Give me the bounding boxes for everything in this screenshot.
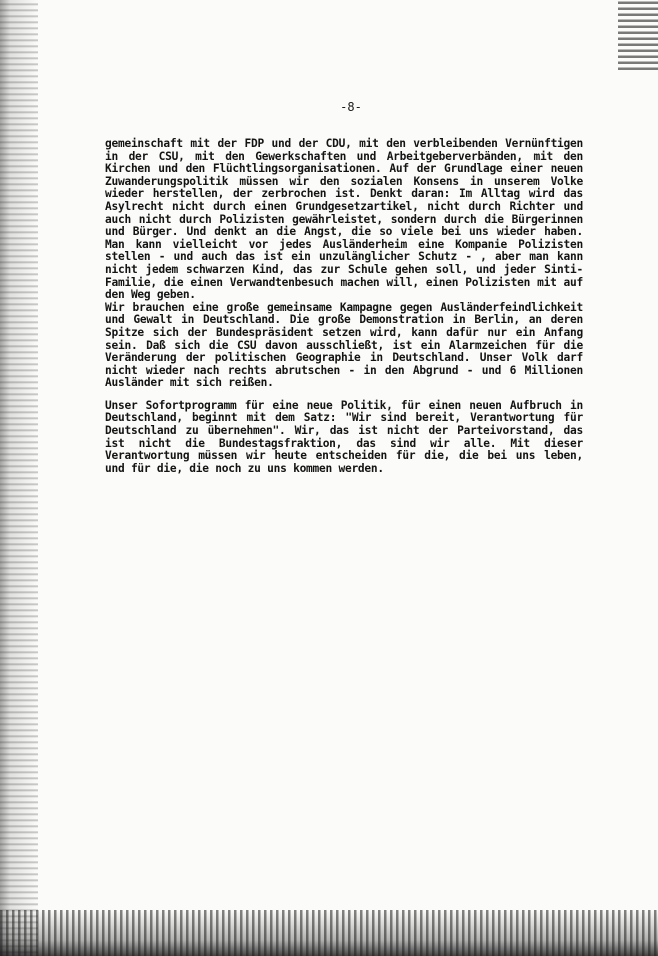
- paragraph-2: Wir brauchen eine große gemeinsame Kampagne gegen Ausländerfeindlichkeit und Gewalt in Deutschland. Die große Demonstration in Berlin, an deren Spitze sich der Bundespräsident setzen wird, kann dafür nur ein Anfang sein. Daß sich die CSU davon ausschließt, ist ein Alarmzeichen für die Veränderung der politischen Geographie in Deutschland. Unser Volk darf nicht wieder nach rechts abrutschen - in den Abgrund - und 6 Millionen Ausländer mit sich reißen.: [105, 300, 583, 390]
- document-body: [105, 138, 583, 475]
- scan-corner-noise: [618, 0, 658, 70]
- scan-bottom-edge-noise: [0, 910, 658, 956]
- page-number: -8-: [340, 100, 362, 114]
- scan-left-edge-noise: [0, 0, 38, 956]
- paragraph-3: Unser Sofortprogramm für eine neue Politik, für einen neuen Aufbruch in Deutschland, beginnt mit dem Satz: "Wir sind bereit, Verantwortung für Deutschland zu übernehmen". Wir, das ist nicht der Parteivorstand, das ist nicht die Bundestagsfraktion, das sind wir alle. Mit dieser Verantwortung müssen wir heute entscheiden für die, die bei uns leben, und für die, die noch zu uns kommen werden.: [105, 398, 583, 475]
- paragraph-1: gemeinschaft mit der FDP und der CDU, mit den verbleibenden Vernünftigen in der CSU, mit den Gewerkschaften und Arbeitgeberverbänden, mit den Kirchen und den Flüchtlingsorganisationen. Auf der Grundlage einer neuen Zuwanderungspolitik müssen wir den sozialen Konsens in unserem Volke wieder herstellen, der zerbrochen ist. Denkt daran: Im Alltag wird das Asylrecht nicht durch einen Grundgesetzartikel, nicht durch Richter und auch nicht durch Polizisten gewährleistet, sondern durch die Bürgerinnen und Bürger. Und denkt an die Angst, die so viele bei uns wieder haben. Man kann vielleicht vor jedes Ausländerheim eine Kompanie Polizisten stellen - und auch das ist ein unzulänglicher Schutz - , aber man kann nicht jedem schwarzen Kind, das zur Schule gehen soll, und jeder Sinti-Familie, die einen Verwandtenbesuch machen will, einen Polizisten mit auf den Weg geben.: [105, 137, 583, 302]
